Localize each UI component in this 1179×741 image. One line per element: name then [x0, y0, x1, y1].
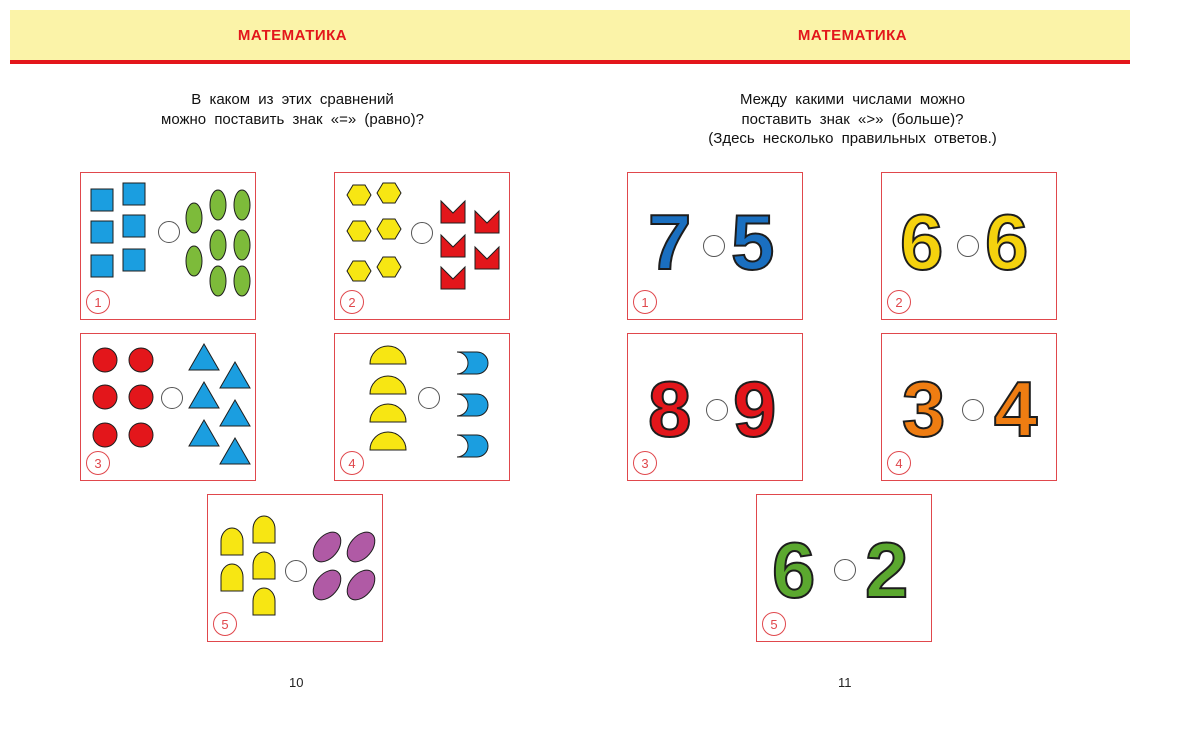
- left-card-2[interactable]: [334, 172, 510, 320]
- left-question: В каком из этих сравнений можно поставить знак «=» (равно)?: [161, 91, 424, 128]
- card-number-badge: 1: [86, 290, 110, 314]
- right-header-title: МАТЕМАТИКА: [797, 26, 908, 44]
- left-digit: 6: [900, 198, 944, 286]
- left-card-5[interactable]: [207, 494, 383, 642]
- left-page-number: 10: [289, 675, 304, 690]
- right-digit: 4: [994, 365, 1038, 453]
- comparison-circle[interactable]: [161, 387, 183, 409]
- left-page-header: [10, 10, 575, 64]
- card-number-badge: 2: [340, 290, 364, 314]
- card-number-badge: 2: [887, 290, 911, 314]
- right-card-5[interactable]: [756, 494, 932, 642]
- comparison-circle[interactable]: [962, 399, 984, 421]
- comparison-circle[interactable]: [957, 235, 979, 257]
- right-digit: 6: [985, 198, 1029, 286]
- left-card-4[interactable]: [334, 333, 510, 481]
- comparison-circle[interactable]: [158, 221, 180, 243]
- right-question: Между какими числами можно поставить знак «>» (больше)? (Здесь несколько правильных ответов.): [708, 91, 997, 147]
- right-card-3[interactable]: [627, 333, 803, 481]
- right-card-2[interactable]: [881, 172, 1057, 320]
- left-card-3[interactable]: [80, 333, 256, 481]
- left-digit: 3: [902, 365, 946, 453]
- right-page-number: 11: [838, 675, 852, 690]
- card-number-badge: 3: [86, 451, 110, 475]
- comparison-circle[interactable]: [285, 560, 307, 582]
- right-page: [575, 0, 1179, 741]
- card-number-badge: 1: [633, 290, 657, 314]
- comparison-circle[interactable]: [703, 235, 725, 257]
- left-card-1[interactable]: [80, 172, 256, 320]
- right-card-4[interactable]: [881, 333, 1057, 481]
- right-card-1[interactable]: [627, 172, 803, 320]
- comparison-circle[interactable]: [706, 399, 728, 421]
- left-digit: 6: [772, 526, 816, 614]
- right-digit: 2: [865, 526, 909, 614]
- right-digit: 9: [733, 365, 777, 453]
- right-digit: 5: [731, 198, 775, 286]
- comparison-circle[interactable]: [411, 222, 433, 244]
- left-digit: 8: [648, 365, 692, 453]
- card-number-badge: 3: [633, 451, 657, 475]
- card-number-badge: 5: [213, 612, 237, 636]
- left-page: [0, 0, 575, 741]
- left-header-title: МАТЕМАТИКА: [237, 26, 348, 44]
- card-number-badge: 4: [887, 451, 911, 475]
- card-number-badge: 5: [762, 612, 786, 636]
- card-number-badge: 4: [340, 451, 364, 475]
- right-page-header: [575, 10, 1130, 64]
- left-digit: 7: [648, 198, 692, 286]
- comparison-circle[interactable]: [418, 387, 440, 409]
- comparison-circle[interactable]: [834, 559, 856, 581]
